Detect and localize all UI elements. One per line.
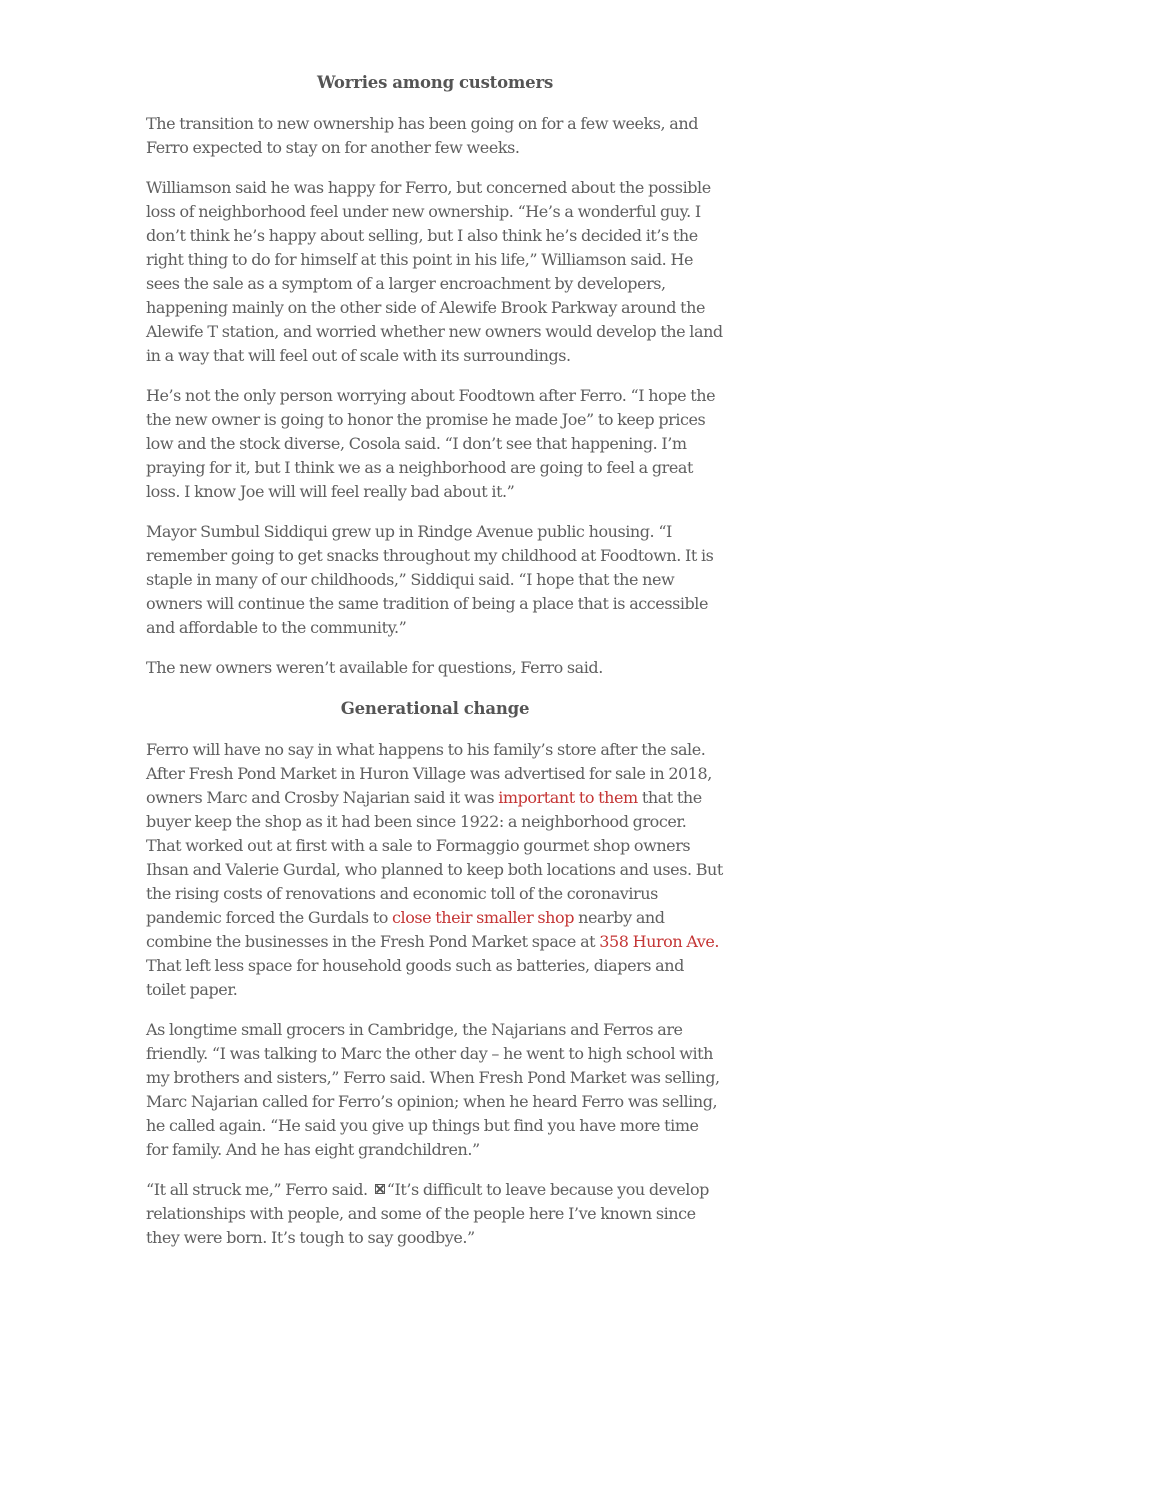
text-run: That left less space for household goods such as batteries, diapers and toilet paper. [146, 956, 684, 999]
link-close-smaller-shop[interactable]: close their smaller shop [392, 908, 574, 927]
paragraph-siddiqui: Mayor Sumbul Siddiqui grew up in Rindge Avenue public housing. “I remember going to get snacks throughout my childhood at Foodtown. It is staple in many of our childhoods,” Siddiqui said. “I hope that the new owners will continue the same tradition of being a place that is accessible and affordable to the community.” [146, 522, 714, 637]
article-body [146, 70, 724, 1266]
section-heading-generational: Generational change [340, 699, 530, 718]
link-358-huron-ave[interactable]: 358 Huron Ave. [599, 932, 720, 951]
paragraph-goodbye [146, 1178, 724, 1250]
paragraph-transition: The transition to new ownership has been going on for a few weeks, and Ferro expected to stay on for another few weeks. [146, 114, 699, 157]
text-run: Ferro will have no say in what happens to his family’s store after the sale. After Fresh Pond Market in Huron Village was advertised for sale in 2018, owners Marc and Crosby Najarian said it was [146, 740, 712, 807]
paragraph-fresh-pond [146, 738, 724, 1002]
section-heading-worries: Worries among customers [316, 73, 554, 92]
text-run: “It’s difficult to leave because you develop relationships with people, and some of the people here I’ve known since they were born. It’s tough to say goodbye.” [146, 1180, 709, 1247]
paragraph-cosola: He’s not the only person worrying about Foodtown after Ferro. “I hope the the new owner is going to honor the promise he made Joe” to keep prices low and the stock diverse, Cosola said. “I don’t see that happening. I’m praying for it, but I think we as a neighborhood are going to feel a great loss. I know Joe will will feel really bad about it.” [146, 386, 716, 501]
paragraph-najarians: As longtime small grocers in Cambridge, the Najarians and Ferros are friendly. “I was talking to Marc the other day – he went to high school with my brothers and sisters,” Ferro said. When Fresh Pond Market was selling, Marc Najarian called for Ferro’s opinion; when he heard Ferro was selling, he called again. “He said you give up things but find you have more time for family. And he has eight grandchildren.” [146, 1020, 720, 1159]
text-run: “It all struck me,” Ferro said. [146, 1180, 372, 1199]
paragraph-new-owners: The new owners weren’t available for questions, Ferro said. [146, 658, 603, 677]
broken-image-icon [375, 1184, 385, 1194]
text-run: that the buyer keep the shop as it had been since 1922: a neighborhood grocer. That worked out at first with a sale to Formaggio gourmet shop owners Ihsan and Valerie Gurdal, who planned to keep both locations and uses. But the rising costs of renovations and economic toll of the coronavirus pandemic forced the Gurdals to [146, 788, 723, 927]
text-run: nearby and combine the businesses in the Fresh Pond Market space at [146, 908, 665, 951]
link-important-to-them[interactable]: important to them [498, 788, 638, 807]
paragraph-williamson: Williamson said he was happy for Ferro, but concerned about the possible loss of neighborhood feel under new ownership. “He’s a wonderful guy. I don’t think he’s happy about selling, but I also think he’s decided it’s the right thing to do for himself at this point in his life,” Williamson said. He sees the sale as a symptom of a larger encroachment by developers, happening mainly on the other side of Alewife Brook Parkway around the Alewife T station, and worried whether new owners would develop the land in a way that will feel out of scale with its surroundings. [146, 178, 723, 365]
